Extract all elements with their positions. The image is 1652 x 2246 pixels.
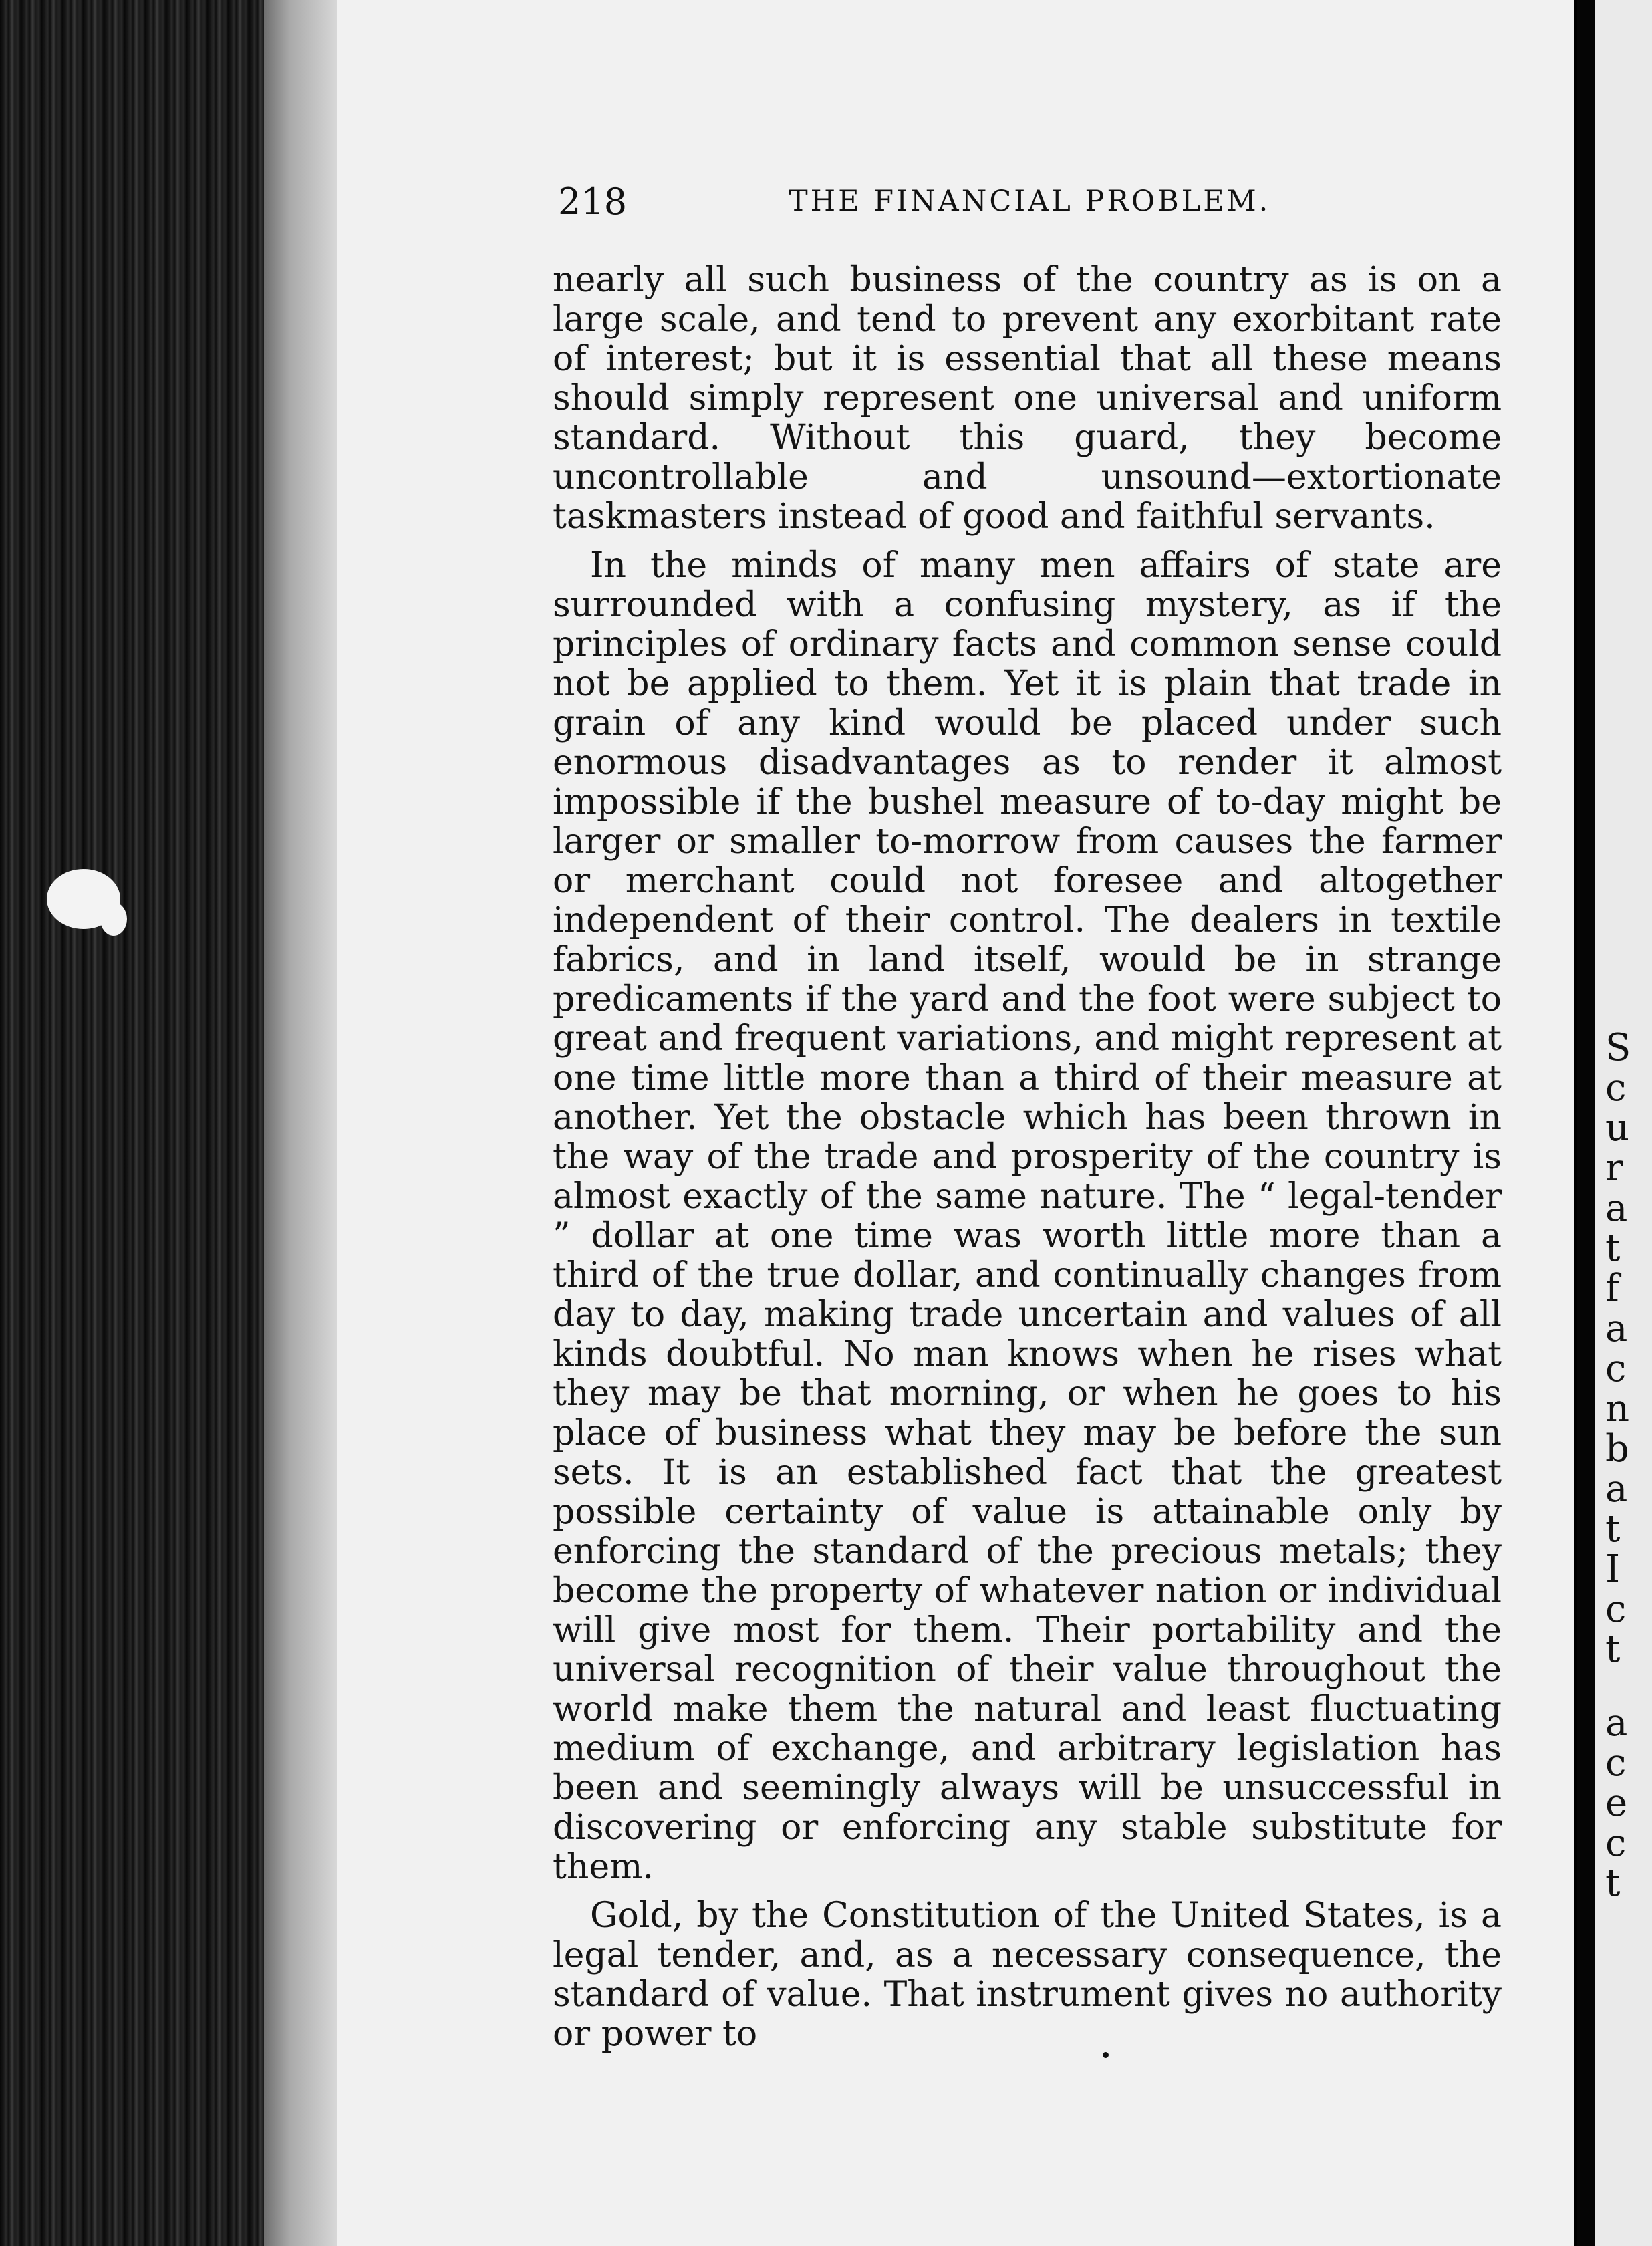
adjacent-page-fragment: b — [1605, 1427, 1629, 1471]
adjacent-page-fragment: c — [1605, 1588, 1627, 1631]
paper-damage-speck — [100, 902, 127, 936]
ink-speck — [1103, 2052, 1109, 2058]
adjacent-page-fragment: n — [1605, 1387, 1630, 1430]
adjacent-page-fragment: t — [1605, 1862, 1621, 1905]
adjacent-page-fragment: a — [1605, 1307, 1628, 1350]
adjacent-page-fragment: c — [1605, 1066, 1627, 1110]
adjacent-page-fragment: c — [1605, 1822, 1627, 1865]
adjacent-page-fragment: I — [1605, 1547, 1621, 1591]
running-head: THE FINANCIAL PROBLEM. — [789, 184, 1271, 218]
adjacent-page-fragment: e — [1605, 1781, 1628, 1825]
adjacent-page-fragment: c — [1605, 1741, 1627, 1785]
body-text — [553, 261, 1502, 2054]
paragraph: In the minds of many men affairs of state are surrounded with a confusing mystery, as if the principles of ordinary facts and common sense could not be applied to them. Yet it is plain that trade in grain of any kind would be placed under such enormous disadvantages as to render it almost impossible if the bushel measure of to-day might be larger or smaller to-morrow from causes the farmer or merchant could not foresee and altogether independent of their control. The dealers in textile fabrics, and in land itself, would be in strange predicaments if the yard and the foot were subject to great and frequent variations, and might represent at one time little more than a third of their measure at another. Yet the obstacle which has been thrown in the way of the trade and prosperity of the country is almost exactly of the same nature. The “ legal-tender ” dollar at one time was worth little more than a third of the true dollar, and continually changes from day to day, making trade uncertain and values of all kinds doubtful. No man knows when he rises what they may be that morning, or when he goes to his place of business what they may be before the sun sets. It is an established fact that the greatest possible certainty of value is attainable only by enforcing the standard of the precious metals; they become the property of whatever nation or individual will give most for them. Their portability and the universal recognition of their value throughout the world make them the natural and least fluctuating medium of exchange, and arbitrary legislation has been and seemingly always will be unsuccessful in discovering or enforcing any stable substitute for them. — [553, 545, 1502, 1887]
page-number: 218 — [558, 180, 628, 223]
paragraph: Gold, by the Constitution of the United States, is a legal tender, and, as a necessary consequence, the standard of value. That instrument gives no authority or power to — [553, 1896, 1502, 2054]
adjacent-page-fragment: S — [1605, 1026, 1631, 1070]
adjacent-page-fragment: a — [1605, 1701, 1628, 1745]
book-page-edges — [0, 0, 337, 2246]
adjacent-page-fragment: u — [1605, 1106, 1630, 1150]
paragraph: nearly all such business of the country as is on a large scale, and tend to prevent any exorbitant rate of interest; but it is essential that all these means should simply represent one universal and uniform standard. Without this guard, they become uncontrollable and unsound—extortionate taskmasters instead of good and faithful servants. — [553, 260, 1502, 537]
adjacent-page-fragment: c — [1605, 1347, 1627, 1390]
page-gutter — [1577, 0, 1595, 2246]
adjacent-page-fragment: r — [1605, 1146, 1623, 1190]
adjacent-page-fragment: f — [1605, 1267, 1619, 1310]
book-page — [337, 0, 1574, 2246]
adjacent-page-fragment: t — [1605, 1227, 1621, 1270]
adjacent-page-fragment: a — [1605, 1467, 1628, 1511]
adjacent-page-fragment: t — [1605, 1628, 1621, 1671]
adjacent-page-fragment: a — [1605, 1187, 1628, 1230]
page-header — [558, 180, 1621, 234]
adjacent-page-edge — [1577, 0, 1652, 2246]
adjacent-page-fragment: t — [1605, 1507, 1621, 1551]
